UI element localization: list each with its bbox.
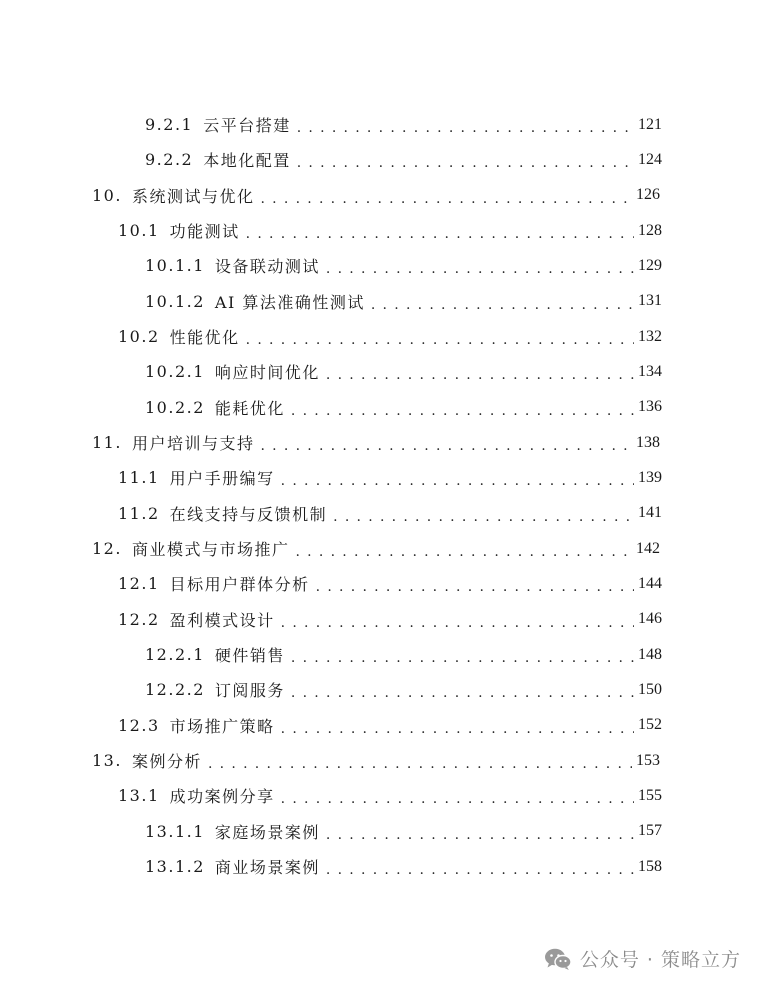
toc-entry-page-number: 144 <box>638 574 662 592</box>
toc-dot-leader <box>291 682 634 701</box>
toc-dot-leader <box>281 470 634 489</box>
toc-entry-page-number: 139 <box>638 468 662 486</box>
toc-entry[interactable] <box>0 672 765 707</box>
toc-dot-leader <box>281 788 634 807</box>
toc-entry-page-number: 134 <box>638 362 662 380</box>
toc-entry-page-number: 150 <box>638 680 662 698</box>
toc-entry[interactable] <box>0 496 765 531</box>
toc-entry-title: 盈利模式设计 <box>169 610 275 630</box>
toc-entry-page-number: 131 <box>638 292 662 310</box>
toc-entry-title: 市场推广策略 <box>169 716 275 736</box>
toc-entry-title: 案例分析 <box>131 752 202 772</box>
toc-dot-leader <box>260 435 632 454</box>
toc-entry-number: 13. <box>92 751 122 771</box>
toc-dot-leader <box>326 258 634 277</box>
toc-dot-leader <box>316 576 634 595</box>
toc-dot-leader <box>371 294 634 313</box>
toc-entry-title: 用户培训与支持 <box>131 434 255 454</box>
toc-dot-leader <box>246 223 634 242</box>
toc-entry-number: 10.2.1 <box>145 362 205 382</box>
toc-entry-title: 设备联动测试 <box>214 257 320 277</box>
toc-entry[interactable] <box>0 319 765 354</box>
toc-entry-number: 13.1 <box>118 786 160 806</box>
toc-entry-title: 在线支持与反馈机制 <box>169 504 328 524</box>
toc-entry[interactable] <box>0 708 765 743</box>
toc-entry-title: 订阅服务 <box>214 681 285 701</box>
toc-entry-title: 本地化配置 <box>203 151 291 171</box>
toc-dot-leader <box>281 718 634 737</box>
toc-entry-page-number: 141 <box>638 504 662 522</box>
toc-entry[interactable] <box>0 637 765 672</box>
toc-entry[interactable] <box>0 425 765 460</box>
toc-entry[interactable] <box>0 849 765 884</box>
toc-entry-page-number: 126 <box>636 186 660 204</box>
toc-dot-leader <box>246 329 634 348</box>
toc-entry-number: 12.3 <box>118 715 160 735</box>
toc-entry-title: 响应时间优化 <box>214 363 320 383</box>
toc-entry[interactable] <box>0 460 765 495</box>
toc-entry-number: 11.1 <box>118 468 160 488</box>
toc-entry[interactable] <box>0 531 765 566</box>
toc-entry-page-number: 129 <box>638 256 662 274</box>
toc-entry-title: 性能优化 <box>169 328 240 348</box>
toc-entry-title: AI 算法准确性测试 <box>214 292 365 312</box>
toc-entry-page-number: 157 <box>638 822 662 840</box>
toc-entry-page-number: 132 <box>638 327 662 345</box>
toc-entry-number: 9.2.1 <box>145 115 194 135</box>
toc-entry-page-number: 152 <box>638 716 662 734</box>
toc-entry-page-number: 124 <box>638 150 662 168</box>
toc-entry-number: 10.1.2 <box>145 291 205 311</box>
toc-entry[interactable] <box>0 213 765 248</box>
toc-entry-page-number: 121 <box>638 115 662 133</box>
toc-dot-leader <box>260 188 632 207</box>
toc-entry-title: 系统测试与优化 <box>131 186 255 206</box>
toc-entry-number: 9.2.2 <box>145 150 194 170</box>
toc-entry-page-number: 153 <box>636 751 660 769</box>
watermark <box>544 945 741 972</box>
toc-entry-number: 11. <box>92 433 122 453</box>
toc-entry-number: 12.1 <box>118 574 160 594</box>
toc-entry-page-number: 136 <box>638 398 662 416</box>
toc-dot-leader <box>326 824 634 843</box>
toc-entry-number: 12.2.1 <box>145 645 205 665</box>
toc-dot-leader <box>208 753 632 772</box>
toc-entry-number: 13.1.2 <box>145 857 205 877</box>
toc-entry[interactable] <box>0 814 765 849</box>
toc-dot-leader <box>297 152 634 171</box>
toc-entry[interactable] <box>0 178 765 213</box>
toc-entry-number: 10.2 <box>118 327 160 347</box>
toc-entry-page-number: 148 <box>638 645 662 663</box>
toc-entry[interactable] <box>0 284 765 319</box>
toc-dot-leader <box>281 612 634 631</box>
toc-entry-title: 功能测试 <box>169 222 240 242</box>
toc-entry[interactable] <box>0 142 765 177</box>
toc-dot-leader <box>326 364 634 383</box>
toc-entry[interactable] <box>0 743 765 778</box>
toc-dot-leader <box>326 859 634 878</box>
toc-entry[interactable] <box>0 248 765 283</box>
toc-entry-title: 用户手册编写 <box>169 469 275 489</box>
toc-entry-number: 10.2.2 <box>145 397 205 417</box>
toc-entry-page-number: 142 <box>636 539 660 557</box>
toc-dot-leader <box>291 400 634 419</box>
table-of-contents <box>0 107 765 884</box>
toc-entry[interactable] <box>0 107 765 142</box>
toc-entry-number: 10.1.1 <box>145 256 205 276</box>
toc-entry[interactable] <box>0 354 765 389</box>
toc-entry-title: 家庭场景案例 <box>214 822 320 842</box>
toc-entry[interactable] <box>0 602 765 637</box>
toc-dot-leader <box>295 541 632 560</box>
toc-dot-leader <box>333 506 634 525</box>
toc-entry-page-number: 155 <box>638 786 662 804</box>
toc-entry-page-number: 158 <box>638 857 662 875</box>
watermark-text: 公众号 · 策略立方 <box>579 949 741 971</box>
toc-entry-title: 商业场景案例 <box>214 858 320 878</box>
toc-dot-leader <box>297 117 634 136</box>
toc-entry-title: 成功案例分享 <box>169 787 275 807</box>
toc-entry-title: 硬件销售 <box>214 646 285 666</box>
toc-entry-number: 12.2.2 <box>145 680 205 700</box>
toc-entry-title: 目标用户群体分析 <box>169 575 310 595</box>
toc-entry-number: 11.2 <box>118 503 160 523</box>
toc-entry-number: 10. <box>92 185 122 205</box>
toc-entry[interactable] <box>0 778 765 813</box>
toc-entry[interactable] <box>0 566 765 601</box>
toc-entry-number: 12. <box>92 539 122 559</box>
wechat-icon <box>544 947 572 971</box>
toc-entry-title: 能耗优化 <box>214 398 285 418</box>
toc-entry-number: 12.2 <box>118 609 160 629</box>
toc-entry-page-number: 146 <box>638 610 662 628</box>
toc-entry-page-number: 138 <box>636 433 660 451</box>
toc-entry-title: 商业模式与市场推广 <box>131 540 290 560</box>
toc-entry-number: 10.1 <box>118 221 160 241</box>
toc-dot-leader <box>291 647 634 666</box>
toc-entry[interactable] <box>0 390 765 425</box>
toc-entry-page-number: 128 <box>638 221 662 239</box>
toc-entry-number: 13.1.1 <box>145 821 205 841</box>
toc-entry-title: 云平台搭建 <box>203 116 291 136</box>
